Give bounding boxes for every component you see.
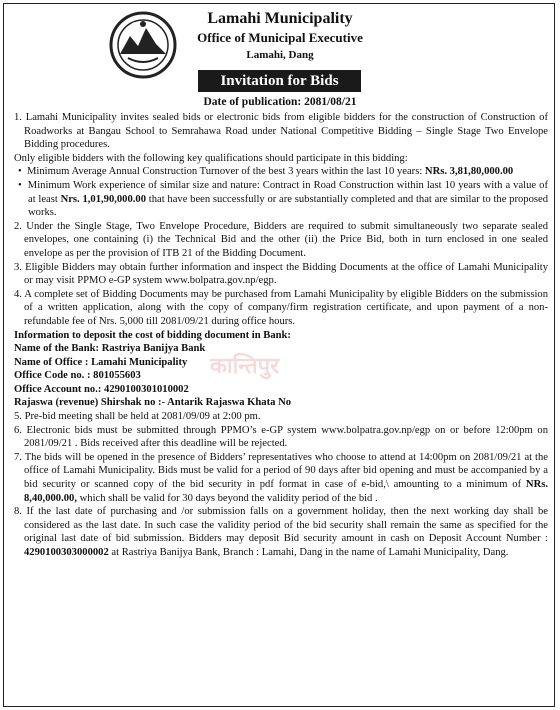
deposit-title: Information to deposit the cost of bidding document in Bank: xyxy=(14,329,291,341)
notice-body xyxy=(14,111,548,560)
paragraph-3: 3. Eligible Bidders may obtain further information and inspect the Bidding Documents at the office of Lamahi Municipality or may visit PPMO e-GP system www.bolpatra.gov.np/egp. xyxy=(14,261,548,287)
revenue-heading: Rajaswa (revenue) Shirshak no :- Antarik Rajaswa Khata No xyxy=(14,397,292,409)
paragraph-6: 6. Electronic bids must be submitted through PPMO’s e-GP system www.bolpatra.gov.np/egp on or before 12:00pm on 2081/09/21 . Bids received after this deadline will be rejected. xyxy=(14,424,548,450)
office-account: Office Account no.: 4290100301010002 xyxy=(14,383,189,395)
office-name: Office of Municipal Executive xyxy=(197,30,363,45)
office-name-line: Name of Office : Lamahi Municipality xyxy=(14,356,188,368)
paragraph-4: 4. A complete set of Bidding Documents may be purchased from Lamahi Municipality by eligible Bidders on the submission of a written application, along with the copy of company/firm registration certificate, and upon payment of a non-refundable fee of Nrs. 5,000 till 2081/09/21 during office hours. xyxy=(14,288,548,327)
office-code: Office Code no. : 801055603 xyxy=(14,370,141,382)
paragraph-1: 1. Lamahi Municipality invites sealed bids or electronic bids from eligible bidders for the construction of Construction of Roadworks at Bangau School to Semrahawa Road under National Competitive Bidding – Single Stage Two Envelope Bidding procedures. xyxy=(14,112,548,151)
qualification-intro: Only eligible bidders with the following key qualifications should participate in this bidding: xyxy=(14,152,408,164)
qualification-turnover: • Minimum Average Annual Construction Turnover of the best 3 years within the last 10 years: NRs. 3,81,80,000.00 xyxy=(18,166,514,178)
paragraph-2: 2. Under the Single Stage, Two Envelope Procedure, Bidders are required to submit simultaneously two separate sealed envelopes, one containing (i) the Technical Bid and the other (ii) the Price Bid, both in turn enclosed in one sealed envelope as per the provision of ITB 21 of the Bidding Document. xyxy=(14,220,548,259)
paragraph-5: 5. Pre-bid meeting shall be held at 2081/09/09 at 2:00 pm. xyxy=(14,411,261,423)
publication-date: Date of publication: 2081/08/21 xyxy=(203,96,357,108)
org-name: Lamahi Municipality xyxy=(207,10,353,27)
qualification-experience: • Minimum Work experience of similar size and nature: Contract in Road Construction within last 10 years with a value of at least Nrs. 1,01,90,000.00 that have been successfully or are substantially completed and that are similar to the proposed works. xyxy=(18,179,549,219)
bank-name: Name of the Bank: Rastriya Banijya Bank xyxy=(14,343,206,355)
location: Lamahi, Dang xyxy=(246,49,314,61)
watermark: कान्तिपुर xyxy=(210,354,280,379)
title-banner: Invitation for Bids xyxy=(198,70,361,92)
paragraph-8: 8. If the last date of purchasing and /or submission falls on a government holiday, then the next working day shall be considered as the last date. In such case the validity period of the bid security shall remain the same as specified for the original last date of bid submission. Bidders may deposit Bid security amount in cash on Deposit Account Number : 4290100303000002 at Rastriya Banijya Bank, Branch : Lamahi, Dang in the name of Lamahi Municipality, Dang. xyxy=(14,506,548,558)
paragraph-7: 7. The bids will be opened in the presence of Bidders’ representatives who choose to attend at 14:00pm on 2081/09/21 at the office of Lamahi Municipality. Bids must be valid for a period of 90 days after bid opening and must be accompanied by a bid security or scanned copy of the bid security in pdf format in case of e-bid,\ amounting to a minimum of NRs. 8,40,000.00, which shall be valid for 30 days beyond the validity period of the bid . xyxy=(14,451,548,504)
